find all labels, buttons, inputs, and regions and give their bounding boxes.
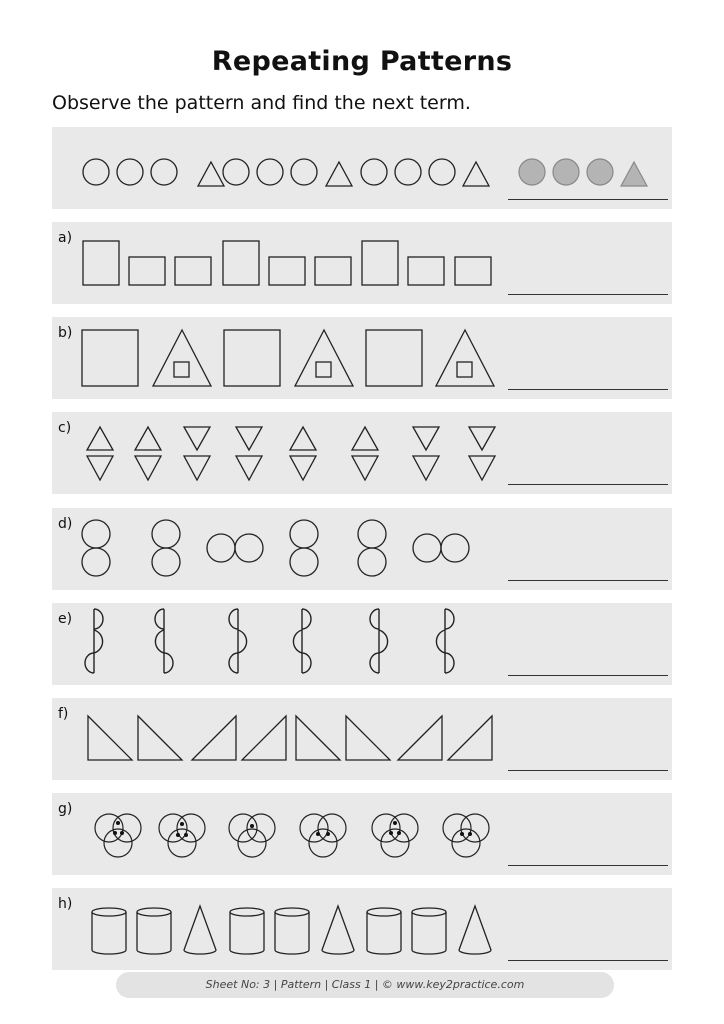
- answer-line[interactable]: [508, 675, 668, 676]
- answer-line[interactable]: [508, 199, 668, 200]
- answer-line[interactable]: [508, 770, 668, 771]
- page-title: Repeating Patterns: [211, 46, 513, 77]
- instruction-text: Observe the pattern and find the next term.: [52, 92, 471, 114]
- question-label: e): [58, 611, 73, 627]
- question-label: h): [58, 896, 73, 912]
- answer-line[interactable]: [508, 389, 668, 390]
- example-row: [52, 127, 672, 209]
- question-label: d): [58, 516, 73, 532]
- pattern-d: [52, 508, 672, 590]
- question-row-f: [52, 698, 672, 780]
- example-pattern: [52, 127, 672, 209]
- answer-line[interactable]: [508, 294, 668, 295]
- question-row-h: [52, 888, 672, 970]
- pattern-g: [52, 793, 672, 875]
- question-label: f): [58, 706, 69, 722]
- answer-line[interactable]: [508, 484, 668, 485]
- question-label: c): [58, 420, 72, 436]
- question-row-g: [52, 793, 672, 875]
- example-answer-shapes: [519, 159, 647, 186]
- answer-line[interactable]: [508, 580, 668, 581]
- question-row-a: [52, 222, 672, 304]
- question-row-d: [52, 508, 672, 590]
- question-label: g): [58, 801, 73, 817]
- answer-line[interactable]: [508, 960, 668, 961]
- pattern-c: [52, 412, 672, 494]
- answer-line[interactable]: [508, 865, 668, 866]
- question-row-c: [52, 412, 672, 494]
- pattern-b: [52, 317, 672, 399]
- question-row-b: [52, 317, 672, 399]
- question-label: b): [58, 325, 73, 341]
- pattern-f: [52, 698, 672, 780]
- pattern-h: [52, 888, 672, 970]
- pattern-e: [52, 603, 672, 685]
- question-label: a): [58, 230, 73, 246]
- footer-bar: Sheet No: 3 | Pattern | Class 1 | © www.key2practice.com: [116, 972, 614, 998]
- pattern-a: [52, 222, 672, 304]
- question-row-e: [52, 603, 672, 685]
